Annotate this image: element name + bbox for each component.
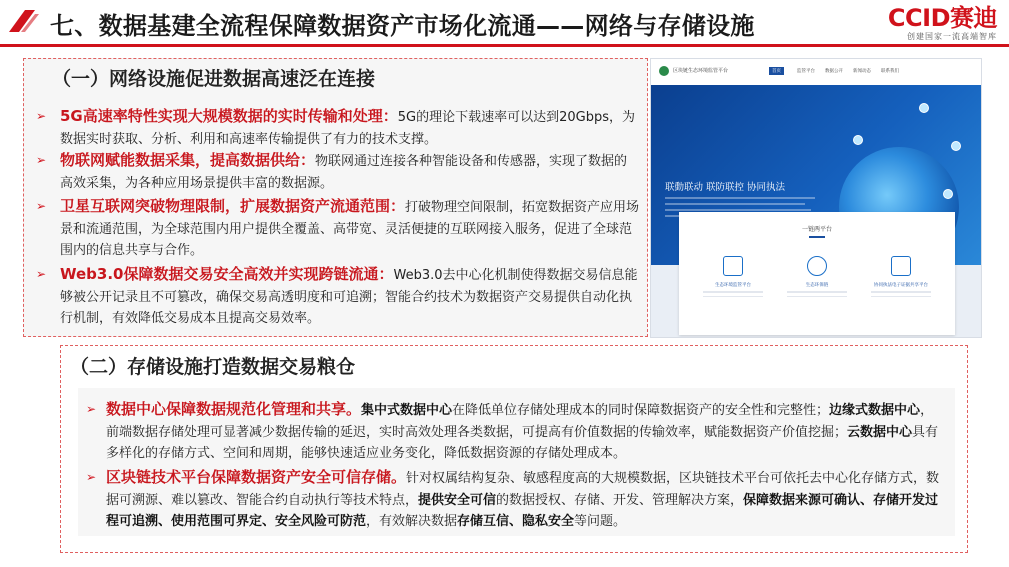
item-text: 5G的理论下载速率可以达到20Gbps，为数据实时获取、分析、利用和高速率传输提供了有力的技术支撑。 <box>60 110 636 147</box>
section2-title: （二）存储设施打造数据交易粮仓 <box>70 356 356 378</box>
nav-item-contact[interactable]: 联系我们 <box>881 69 899 74</box>
item-highlight: 数据中心保障数据规范化管理和共享。 <box>106 400 362 418</box>
screenshot-nav <box>651 59 981 86</box>
arrow-bullet-icon: ➢ <box>36 267 47 281</box>
arrow-bullet-icon: ➢ <box>36 109 47 123</box>
hero-text-line <box>665 203 805 205</box>
card-item-supervision[interactable] <box>693 256 773 297</box>
item-text: 等问题。 <box>574 514 627 529</box>
arrow-bullet-icon: ➢ <box>36 199 47 213</box>
card-item-evidence[interactable] <box>861 256 941 297</box>
card-item-chain[interactable] <box>777 256 857 297</box>
text-line <box>871 296 931 298</box>
nav-item-supervision[interactable]: 监管平台 <box>797 69 815 74</box>
item-bold: 提供安全可信 <box>418 492 497 508</box>
text-line <box>787 291 847 293</box>
item-text: 具有多样化的存储方式、空间和周期，能够快速适应业务变化，降低数据资源的存储处理成本。 <box>106 424 939 461</box>
text-line <box>703 291 763 293</box>
nav-item-news[interactable]: 新闻动态 <box>853 69 871 74</box>
header <box>0 0 1009 50</box>
section1-item-4 <box>60 264 640 330</box>
item-highlight: 区块链技术平台保障数据资产安全可信存储。 <box>106 468 407 486</box>
item-text: ，有效解决数据 <box>366 514 458 529</box>
monitor-icon <box>723 256 743 276</box>
text-line <box>787 296 847 298</box>
document-icon <box>891 256 911 276</box>
hero-text-line <box>665 209 811 211</box>
platform-screenshot <box>650 58 982 338</box>
network-node-icon <box>853 135 863 145</box>
platform-card <box>679 212 955 335</box>
site-logo-icon <box>659 66 669 76</box>
item-highlight: 物联网赋能数据采集，提高数据供给： <box>60 151 316 169</box>
item-text: 针对权属结构复杂、敏感程度高的大规模数据，区块链技术平台可依托去中心化存储方式，数据可溯源、难以篡改、智能合约自动执行等技术特点， <box>106 471 940 508</box>
section1-item-1 <box>60 106 640 150</box>
section2-item-1 <box>106 399 946 465</box>
item-text: Web3.0去中心化机制使得数据交易信息能够被公开记录且不可篡改，确保交易高透明度和可追溯；智能合约技术为数据资产交易提供自动化执行机制，有效降低交易成本且提高交易效率。 <box>60 268 638 326</box>
item-text: 打破物理空间限制，拓宽数据资产应用场景和流通范围，为全球范围内用户提供全覆盖、高带宽、灵活便捷的互联网接入服务，促进了全球范围内的信息共享与合作。 <box>60 200 640 258</box>
text-line <box>703 296 763 298</box>
item-bold: 云数据中心 <box>847 424 913 440</box>
brand-logo <box>888 4 997 42</box>
item-text: ，前端数据存储处理可显著减少数据传输的延迟，实时高效处理各类数据，可提高有价值数据的传输效率，赋能数据资产价值挖掘； <box>106 403 934 440</box>
arrow-bullet-icon: ➢ <box>86 402 97 416</box>
card-item-label: 协同执法电子证据共享平台 <box>874 283 928 288</box>
card-title: 一链两平台 <box>801 226 832 233</box>
header-divider <box>0 44 1009 47</box>
hero-text-line <box>665 197 815 199</box>
item-bold: 集中式数据中心 <box>361 403 453 418</box>
site-name: 区块链生态环境监管平台 <box>673 68 729 74</box>
arrow-bullet-icon: ➢ <box>36 153 47 167</box>
section2-item-2 <box>106 467 946 533</box>
card-item-label: 生态环境监管平台 <box>715 283 751 288</box>
item-text: 物联网通过连接各种智能设备和传感器，实现了数据的高效采集，为各种应用场景提供丰富的数据源。 <box>60 154 628 191</box>
chain-icon <box>807 256 827 276</box>
item-highlight: 卫星互联网突破物理限制，扩展数据资产流通范围： <box>60 197 406 215</box>
hero-title: 联動联动 联防联控 协同执法 <box>665 182 786 193</box>
text-line <box>871 291 931 293</box>
section1-item-3 <box>60 196 640 262</box>
item-bold: 保障数据来源可确认、存储开发过程可追溯、使用范围可界定、安全风险可防范 <box>106 492 939 529</box>
nav-item-home[interactable]: 首页 <box>769 67 784 75</box>
brand-slogan: 创建国家一流高端智库 <box>907 32 997 41</box>
section1-item-2 <box>60 150 640 194</box>
network-node-icon <box>943 189 953 199</box>
network-node-icon <box>919 103 929 113</box>
nav-item-data[interactable]: 数据公开 <box>825 69 843 74</box>
item-bold: 边缘式数据中心 <box>829 403 921 418</box>
item-text: 的数据授权、存储、开发、管理解决方案， <box>496 492 744 508</box>
card-item-label: 生态环保链 <box>805 283 829 288</box>
slash-logo-icon <box>5 6 41 36</box>
card-title-underline <box>809 236 825 238</box>
section1-title: （一）网络设施促进数据高速泛在连接 <box>52 68 376 90</box>
network-node-icon <box>951 141 961 151</box>
item-bold: 存储互信、隐私安全 <box>457 514 575 529</box>
item-highlight: 5G高速率特性实现大规模数据的实时传输和处理： <box>60 107 398 125</box>
page-title: 七、数据基建全流程保障数据资产市场化流通——网络与存储设施 <box>50 12 755 40</box>
item-text: 在降低单位存储处理成本的同时保障数据资产的安全性和完整性； <box>452 403 830 418</box>
brand-name: CCID赛迪 <box>887 4 997 32</box>
item-highlight: Web3.0保障数据交易安全高效并实现跨链流通： <box>60 265 394 283</box>
arrow-bullet-icon: ➢ <box>86 470 97 484</box>
